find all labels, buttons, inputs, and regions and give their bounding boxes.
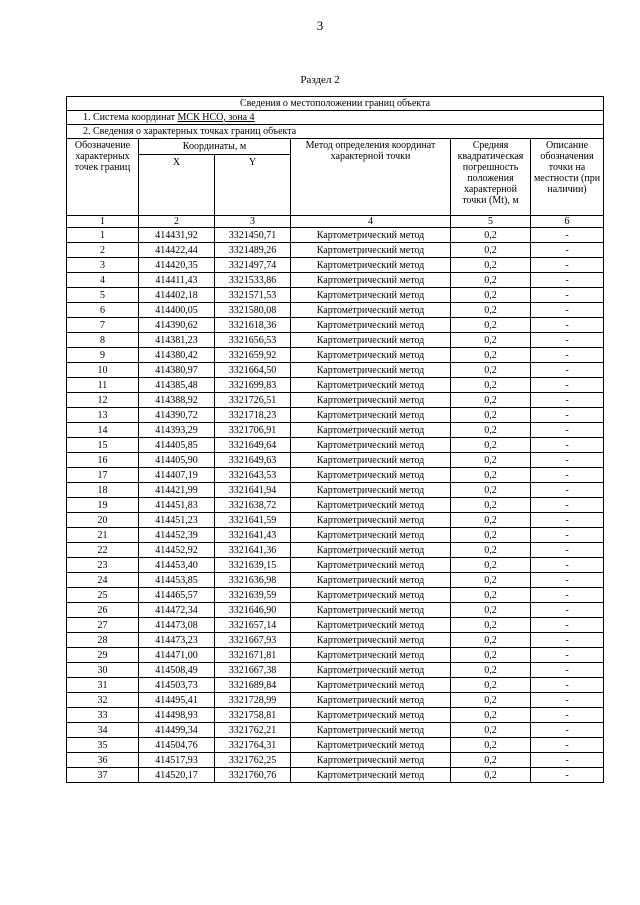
cell-method: Картометрический метод — [291, 633, 451, 648]
cell-coord-x: 414520,17 — [139, 768, 215, 783]
cell-method: Картометрический метод — [291, 723, 451, 738]
cell-point-id: 28 — [67, 633, 139, 648]
cell-method: Картометрический метод — [291, 423, 451, 438]
cell-point-id: 17 — [67, 468, 139, 483]
cell-accuracy: 0,2 — [451, 393, 531, 408]
cell-point-id: 5 — [67, 288, 139, 303]
cell-coord-x: 414407,19 — [139, 468, 215, 483]
table-row — [67, 588, 604, 603]
table-row — [67, 303, 604, 318]
table-body — [67, 228, 604, 783]
cell-method: Картометрический метод — [291, 483, 451, 498]
cell-accuracy: 0,2 — [451, 363, 531, 378]
cell-coord-x: 414393,29 — [139, 423, 215, 438]
cell-description: - — [531, 768, 604, 783]
cell-method: Картометрический метод — [291, 393, 451, 408]
cell-description: - — [531, 408, 604, 423]
table-row — [67, 513, 604, 528]
cell-coord-x: 414465,57 — [139, 588, 215, 603]
cell-coord-x: 414385,48 — [139, 378, 215, 393]
cell-coord-x: 414422,44 — [139, 243, 215, 258]
cell-coord-y: 3321641,36 — [215, 543, 291, 558]
cell-method: Картометрический метод — [291, 573, 451, 588]
coord-system-prefix: 1. Система координат — [83, 112, 178, 123]
cell-coord-y: 3321533,86 — [215, 273, 291, 288]
cell-accuracy: 0,2 — [451, 468, 531, 483]
table-row — [67, 423, 604, 438]
cell-coord-x: 414495,41 — [139, 693, 215, 708]
table-row — [67, 363, 604, 378]
table-row — [67, 708, 604, 723]
cell-point-id: 12 — [67, 393, 139, 408]
cell-coord-x: 414402,18 — [139, 288, 215, 303]
cell-accuracy: 0,2 — [451, 723, 531, 738]
cell-accuracy: 0,2 — [451, 528, 531, 543]
cell-description: - — [531, 468, 604, 483]
cell-coord-x: 414452,92 — [139, 543, 215, 558]
cell-accuracy: 0,2 — [451, 303, 531, 318]
cell-accuracy: 0,2 — [451, 618, 531, 633]
cell-accuracy: 0,2 — [451, 738, 531, 753]
table-row — [67, 738, 604, 753]
cell-description: - — [531, 318, 604, 333]
cell-method: Картометрический метод — [291, 648, 451, 663]
table-title: Сведения о местоположении границ объекта — [67, 97, 604, 111]
cell-coord-y: 3321762,21 — [215, 723, 291, 738]
cell-description: - — [531, 588, 604, 603]
cell-accuracy: 0,2 — [451, 378, 531, 393]
cell-coord-y: 3321571,53 — [215, 288, 291, 303]
cell-coord-y: 3321636,98 — [215, 573, 291, 588]
cell-coord-y: 3321641,43 — [215, 528, 291, 543]
cell-method: Картометрический метод — [291, 543, 451, 558]
cell-method: Картометрический метод — [291, 453, 451, 468]
cell-method: Картометрический метод — [291, 363, 451, 378]
table-row — [67, 633, 604, 648]
cell-description: - — [531, 678, 604, 693]
cell-description: - — [531, 513, 604, 528]
cell-point-id: 14 — [67, 423, 139, 438]
cell-coord-x: 414508,49 — [139, 663, 215, 678]
cell-description: - — [531, 723, 604, 738]
cell-coord-x: 414411,43 — [139, 273, 215, 288]
cell-description: - — [531, 708, 604, 723]
cell-coord-x: 414504,76 — [139, 738, 215, 753]
cell-coord-x: 414380,97 — [139, 363, 215, 378]
cell-description: - — [531, 558, 604, 573]
cell-coord-y: 3321667,38 — [215, 663, 291, 678]
cell-accuracy: 0,2 — [451, 558, 531, 573]
cell-coord-y: 3321489,26 — [215, 243, 291, 258]
column-number: 2 — [139, 216, 215, 228]
section-title: Раздел 2 — [300, 74, 340, 86]
header-y: Y — [215, 155, 291, 216]
cell-method: Картометрический метод — [291, 438, 451, 453]
cell-accuracy: 0,2 — [451, 693, 531, 708]
cell-point-id: 32 — [67, 693, 139, 708]
cell-description: - — [531, 363, 604, 378]
cell-coord-y: 3321671,81 — [215, 648, 291, 663]
cell-description: - — [531, 453, 604, 468]
cell-accuracy: 0,2 — [451, 228, 531, 243]
cell-method: Картометрический метод — [291, 603, 451, 618]
cell-description: - — [531, 423, 604, 438]
cell-method: Картометрический метод — [291, 663, 451, 678]
cell-accuracy: 0,2 — [451, 648, 531, 663]
cell-coord-y: 3321639,59 — [215, 588, 291, 603]
cell-method: Картометрический метод — [291, 348, 451, 363]
cell-description: - — [531, 573, 604, 588]
column-number: 3 — [215, 216, 291, 228]
cell-accuracy: 0,2 — [451, 273, 531, 288]
cell-coord-y: 3321618,36 — [215, 318, 291, 333]
cell-description: - — [531, 288, 604, 303]
table-row — [67, 333, 604, 348]
cell-method: Картометрический метод — [291, 228, 451, 243]
cell-point-id: 13 — [67, 408, 139, 423]
cell-coord-y: 3321706,91 — [215, 423, 291, 438]
table-row — [67, 678, 604, 693]
cell-accuracy: 0,2 — [451, 333, 531, 348]
cell-coord-x: 414431,92 — [139, 228, 215, 243]
cell-point-id: 22 — [67, 543, 139, 558]
table-row — [67, 408, 604, 423]
cell-method: Картометрический метод — [291, 678, 451, 693]
cell-method: Картометрический метод — [291, 378, 451, 393]
cell-description: - — [531, 258, 604, 273]
cell-coord-x: 414405,85 — [139, 438, 215, 453]
cell-coord-x: 414390,72 — [139, 408, 215, 423]
cell-accuracy: 0,2 — [451, 318, 531, 333]
cell-coord-y: 3321760,76 — [215, 768, 291, 783]
cell-coord-y: 3321450,71 — [215, 228, 291, 243]
cell-coord-y: 3321762,25 — [215, 753, 291, 768]
cell-coord-x: 414473,08 — [139, 618, 215, 633]
cell-description: - — [531, 303, 604, 318]
table-row — [67, 318, 604, 333]
cell-coord-x: 414421,99 — [139, 483, 215, 498]
cell-coord-x: 414380,42 — [139, 348, 215, 363]
cell-coord-y: 3321728,99 — [215, 693, 291, 708]
cell-description: - — [531, 228, 604, 243]
cell-accuracy: 0,2 — [451, 438, 531, 453]
column-number: 6 — [531, 216, 604, 228]
page-number: 3 — [316, 18, 324, 33]
cell-accuracy: 0,2 — [451, 543, 531, 558]
cell-accuracy: 0,2 — [451, 258, 531, 273]
cell-coord-y: 3321580,08 — [215, 303, 291, 318]
cell-coord-x: 414453,85 — [139, 573, 215, 588]
cell-coord-x: 414473,23 — [139, 633, 215, 648]
cell-accuracy: 0,2 — [451, 453, 531, 468]
cell-accuracy: 0,2 — [451, 603, 531, 618]
cell-point-id: 11 — [67, 378, 139, 393]
column-number: 5 — [451, 216, 531, 228]
cell-description: - — [531, 738, 604, 753]
cell-point-id: 34 — [67, 723, 139, 738]
cell-description: - — [531, 483, 604, 498]
table-row — [67, 468, 604, 483]
cell-point-id: 37 — [67, 768, 139, 783]
table-row — [67, 288, 604, 303]
cell-description: - — [531, 348, 604, 363]
table-row — [67, 528, 604, 543]
cell-coord-y: 3321656,53 — [215, 333, 291, 348]
cell-accuracy: 0,2 — [451, 288, 531, 303]
table-row — [67, 453, 604, 468]
table-row — [67, 723, 604, 738]
cell-method: Картометрический метод — [291, 708, 451, 723]
cell-coord-x: 414400,05 — [139, 303, 215, 318]
cell-coord-y: 3321657,14 — [215, 618, 291, 633]
cell-method: Картометрический метод — [291, 303, 451, 318]
cell-coord-y: 3321667,93 — [215, 633, 291, 648]
cell-coord-y: 3321664,50 — [215, 363, 291, 378]
table-row — [67, 768, 604, 783]
cell-coord-x: 414471,00 — [139, 648, 215, 663]
cell-accuracy: 0,2 — [451, 633, 531, 648]
cell-coord-y: 3321649,63 — [215, 453, 291, 468]
cell-method: Картометрический метод — [291, 273, 451, 288]
cell-point-id: 6 — [67, 303, 139, 318]
table-row — [67, 753, 604, 768]
table-row — [67, 498, 604, 513]
cell-coord-y: 3321649,64 — [215, 438, 291, 453]
header-coordinates: Координаты, м — [139, 139, 291, 155]
table-row — [67, 663, 604, 678]
cell-coord-x: 414451,83 — [139, 498, 215, 513]
cell-point-id: 4 — [67, 273, 139, 288]
table-row — [67, 618, 604, 633]
cell-coord-y: 3321643,53 — [215, 468, 291, 483]
cell-point-id: 26 — [67, 603, 139, 618]
cell-point-id: 20 — [67, 513, 139, 528]
cell-coord-y: 3321641,59 — [215, 513, 291, 528]
cell-point-id: 3 — [67, 258, 139, 273]
cell-coord-y: 3321638,72 — [215, 498, 291, 513]
cell-coord-y: 3321726,51 — [215, 393, 291, 408]
cell-accuracy: 0,2 — [451, 348, 531, 363]
table-row — [67, 543, 604, 558]
header-description: Описание обозначения точки на местности (при наличии) — [531, 139, 604, 216]
cell-coord-y: 3321646,90 — [215, 603, 291, 618]
cell-point-id: 2 — [67, 243, 139, 258]
cell-point-id: 18 — [67, 483, 139, 498]
cell-coord-y: 3321497,74 — [215, 258, 291, 273]
cell-method: Картометрический метод — [291, 498, 451, 513]
cell-description: - — [531, 603, 604, 618]
cell-method: Картометрический метод — [291, 558, 451, 573]
cell-point-id: 19 — [67, 498, 139, 513]
cell-point-id: 27 — [67, 618, 139, 633]
cell-coord-x: 414388,92 — [139, 393, 215, 408]
cell-description: - — [531, 498, 604, 513]
cell-description: - — [531, 378, 604, 393]
cell-accuracy: 0,2 — [451, 498, 531, 513]
table-row — [67, 348, 604, 363]
table-row — [67, 273, 604, 288]
cell-coord-y: 3321639,15 — [215, 558, 291, 573]
cell-method: Картометрический метод — [291, 693, 451, 708]
cell-coord-y: 3321718,23 — [215, 408, 291, 423]
cell-accuracy: 0,2 — [451, 483, 531, 498]
cell-method: Картометрический метод — [291, 333, 451, 348]
table-row — [67, 228, 604, 243]
cell-coord-x: 414498,93 — [139, 708, 215, 723]
cell-description: - — [531, 243, 604, 258]
cell-coord-x: 414405,90 — [139, 453, 215, 468]
cell-description: - — [531, 648, 604, 663]
cell-point-id: 10 — [67, 363, 139, 378]
cell-point-id: 21 — [67, 528, 139, 543]
cell-point-id: 7 — [67, 318, 139, 333]
points-heading: 2. Сведения о характерных точках границ объекта — [67, 125, 604, 139]
cell-method: Картометрический метод — [291, 513, 451, 528]
column-number: 1 — [67, 216, 139, 228]
cell-point-id: 35 — [67, 738, 139, 753]
table-row — [67, 573, 604, 588]
table-row — [67, 483, 604, 498]
cell-coord-x: 414503,73 — [139, 678, 215, 693]
cell-coord-x: 414472,34 — [139, 603, 215, 618]
cell-method: Картометрический метод — [291, 768, 451, 783]
cell-description: - — [531, 618, 604, 633]
header-x: X — [139, 155, 215, 216]
cell-point-id: 9 — [67, 348, 139, 363]
table-row — [67, 243, 604, 258]
cell-point-id: 8 — [67, 333, 139, 348]
table-row — [67, 648, 604, 663]
cell-point-id: 33 — [67, 708, 139, 723]
cell-accuracy: 0,2 — [451, 243, 531, 258]
table-row — [67, 393, 604, 408]
cell-coord-x: 414420,35 — [139, 258, 215, 273]
boundary-points-table — [66, 96, 604, 783]
cell-method: Картометрический метод — [291, 243, 451, 258]
cell-method: Картометрический метод — [291, 618, 451, 633]
cell-description: - — [531, 438, 604, 453]
cell-method: Картометрический метод — [291, 258, 451, 273]
cell-point-id: 15 — [67, 438, 139, 453]
table-row — [67, 693, 604, 708]
cell-accuracy: 0,2 — [451, 678, 531, 693]
table-row — [67, 558, 604, 573]
cell-accuracy: 0,2 — [451, 573, 531, 588]
cell-coord-y: 3321699,83 — [215, 378, 291, 393]
cell-accuracy: 0,2 — [451, 708, 531, 723]
cell-description: - — [531, 528, 604, 543]
coord-system-value: МСК НСО, зона 4 — [177, 112, 255, 123]
cell-description: - — [531, 273, 604, 288]
cell-accuracy: 0,2 — [451, 753, 531, 768]
cell-point-id: 29 — [67, 648, 139, 663]
cell-coord-y: 3321641,94 — [215, 483, 291, 498]
cell-description: - — [531, 693, 604, 708]
header-method: Метод определения координат характерной точки — [291, 139, 451, 216]
cell-accuracy: 0,2 — [451, 663, 531, 678]
cell-coord-x: 414453,40 — [139, 558, 215, 573]
cell-accuracy: 0,2 — [451, 768, 531, 783]
cell-description: - — [531, 753, 604, 768]
cell-coord-y: 3321764,31 — [215, 738, 291, 753]
table-row — [67, 603, 604, 618]
cell-coord-x: 414499,34 — [139, 723, 215, 738]
cell-method: Картометрический метод — [291, 738, 451, 753]
cell-method: Картометрический метод — [291, 753, 451, 768]
cell-description: - — [531, 333, 604, 348]
table-row — [67, 378, 604, 393]
table-row — [67, 438, 604, 453]
cell-method: Картометрический метод — [291, 528, 451, 543]
header-point-designation: Обозначение характерных точек границ — [67, 139, 139, 216]
cell-accuracy: 0,2 — [451, 513, 531, 528]
cell-coord-x: 414451,23 — [139, 513, 215, 528]
cell-point-id: 24 — [67, 573, 139, 588]
cell-method: Картометрический метод — [291, 588, 451, 603]
cell-point-id: 25 — [67, 588, 139, 603]
cell-description: - — [531, 633, 604, 648]
cell-coord-x: 414452,39 — [139, 528, 215, 543]
cell-method: Картометрический метод — [291, 468, 451, 483]
cell-coord-y: 3321689,84 — [215, 678, 291, 693]
cell-point-id: 30 — [67, 663, 139, 678]
cell-coord-x: 414517,93 — [139, 753, 215, 768]
cell-point-id: 23 — [67, 558, 139, 573]
cell-accuracy: 0,2 — [451, 588, 531, 603]
header-accuracy: Средняя квадратическая погрешность положения характерной точки (Mt), м — [451, 139, 531, 216]
cell-method: Картометрический метод — [291, 408, 451, 423]
column-number: 4 — [291, 216, 451, 228]
cell-coord-x: 414381,23 — [139, 333, 215, 348]
cell-point-id: 16 — [67, 453, 139, 468]
cell-accuracy: 0,2 — [451, 408, 531, 423]
cell-point-id: 36 — [67, 753, 139, 768]
cell-coord-y: 3321758,81 — [215, 708, 291, 723]
cell-point-id: 1 — [67, 228, 139, 243]
cell-point-id: 31 — [67, 678, 139, 693]
cell-coord-x: 414390,62 — [139, 318, 215, 333]
cell-method: Картометрический метод — [291, 288, 451, 303]
cell-coord-y: 3321659,92 — [215, 348, 291, 363]
cell-description: - — [531, 393, 604, 408]
cell-description: - — [531, 663, 604, 678]
column-number-row — [67, 216, 604, 228]
cell-description: - — [531, 543, 604, 558]
cell-method: Картометрический метод — [291, 318, 451, 333]
coord-system-row — [67, 111, 604, 125]
table-row — [67, 258, 604, 273]
cell-accuracy: 0,2 — [451, 423, 531, 438]
